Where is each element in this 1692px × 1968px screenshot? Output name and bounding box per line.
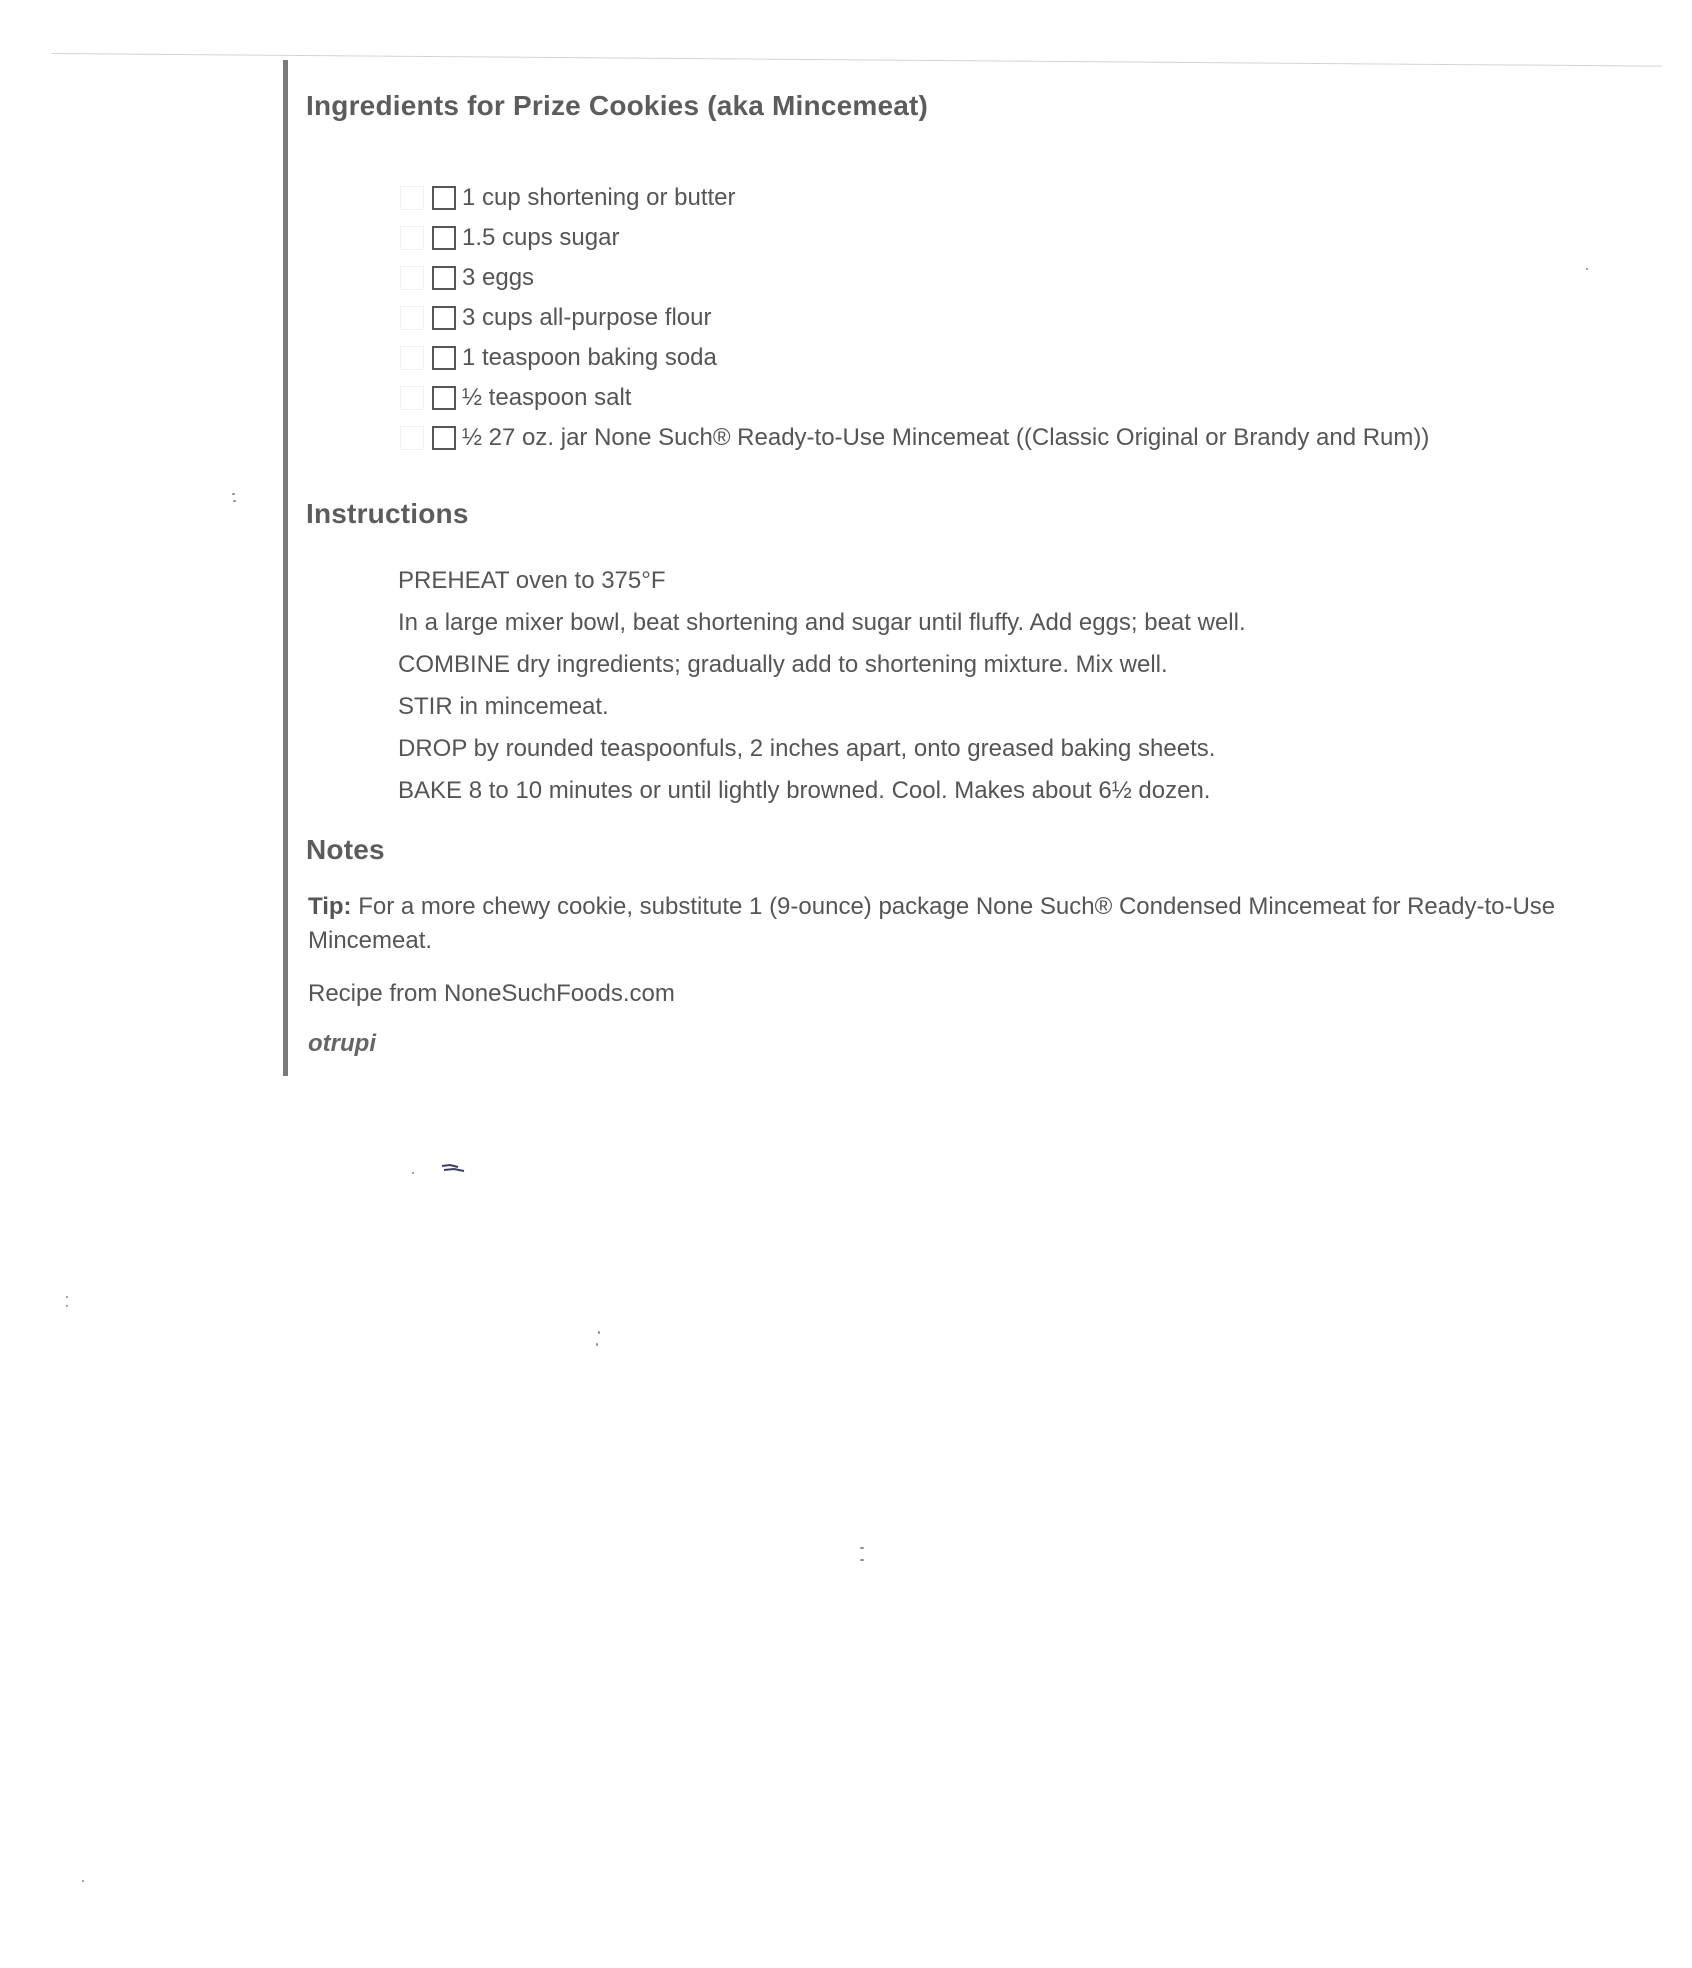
ingredient-checkbox[interactable] — [432, 186, 456, 210]
scan-speck — [66, 1305, 68, 1307]
scan-speck — [412, 1172, 414, 1174]
ingredient-checkbox[interactable] — [432, 306, 456, 330]
recipe-source: Recipe from NoneSuchFoods.com — [308, 980, 675, 1007]
ingredient-list — [400, 178, 1646, 458]
instruction-step: DROP by rounded teaspoonfuls, 2 inches apart, onto greased baking sheets. — [398, 735, 1216, 762]
instruction-step: STIR in mincemeat. — [398, 693, 609, 720]
content-left-border — [283, 60, 288, 1076]
scan-speck — [232, 493, 235, 495]
faint-checkbox-shadow — [400, 306, 424, 330]
ingredient-checkbox[interactable] — [432, 266, 456, 290]
instruction-step: PREHEAT oven to 375°F — [398, 567, 666, 594]
instruction-step: BAKE 8 to 10 minutes or until lightly browned. Cool. Makes about 6½ dozen. — [398, 777, 1211, 804]
instruction-step: In a large mixer bowl, beat shortening and sugar until fluffy. Add eggs; beat well. — [398, 609, 1246, 636]
ingredient-checkbox[interactable] — [432, 426, 456, 450]
ingredient-checkbox[interactable] — [432, 346, 456, 370]
scan-scribble — [440, 1163, 470, 1175]
recipe-content — [306, 90, 1646, 1058]
scan-speck — [598, 1331, 600, 1334]
instructions-heading: Instructions — [306, 498, 469, 529]
ingredient-item — [400, 298, 1646, 338]
ingredients-heading: Ingredients for Prize Cookies (aka Mincemeat) — [306, 90, 929, 121]
ingredient-item — [400, 258, 1646, 298]
faint-checkbox-shadow — [400, 186, 424, 210]
scan-speck — [233, 500, 236, 502]
tip-label: Tip: — [308, 893, 352, 920]
ingredient-text: ½ 27 oz. jar None Such® Ready-to-Use Mincemeat ((Classic Original or Brandy and Rum)) — [462, 424, 1430, 451]
tip-text: For a more chewy cookie, substitute 1 (9-ounce) package None Such® Condensed Mincemeat for Ready-to-Use Mincemeat. — [308, 893, 1556, 954]
ingredient-item — [400, 338, 1646, 378]
faint-checkbox-shadow — [400, 346, 424, 370]
ingredient-item — [400, 218, 1646, 258]
recipe-author: otrupi — [308, 1030, 376, 1057]
scan-speck — [860, 1547, 864, 1549]
instruction-step: COMBINE dry ingredients; gradually add to shortening mixture. Mix well. — [398, 651, 1168, 678]
scan-speck — [596, 1343, 598, 1346]
top-divider — [52, 53, 1662, 67]
notes-heading: Notes — [306, 834, 385, 865]
instruction-list — [398, 560, 1646, 812]
ingredient-text: 1 teaspoon baking soda — [462, 344, 717, 371]
faint-checkbox-shadow — [400, 386, 424, 410]
scan-speck — [66, 1296, 68, 1298]
tip-note — [308, 890, 1646, 958]
scan-speck — [860, 1559, 864, 1561]
ingredient-checkbox[interactable] — [432, 386, 456, 410]
ingredient-checkbox[interactable] — [432, 226, 456, 250]
faint-checkbox-shadow — [400, 226, 424, 250]
ingredient-text: 3 cups all-purpose flour — [462, 304, 712, 331]
faint-checkbox-shadow — [400, 426, 424, 450]
ingredient-text: 3 eggs — [462, 264, 535, 291]
ingredient-text: ½ teaspoon salt — [462, 384, 632, 411]
ingredient-item — [400, 378, 1646, 418]
ingredient-text: 1.5 cups sugar — [462, 224, 620, 251]
scan-speck — [1586, 268, 1588, 270]
ingredient-item — [400, 178, 1646, 218]
scan-speck — [82, 1880, 84, 1882]
ingredient-item — [400, 418, 1646, 458]
ingredient-text: 1 cup shortening or butter — [462, 184, 736, 211]
faint-checkbox-shadow — [400, 266, 424, 290]
